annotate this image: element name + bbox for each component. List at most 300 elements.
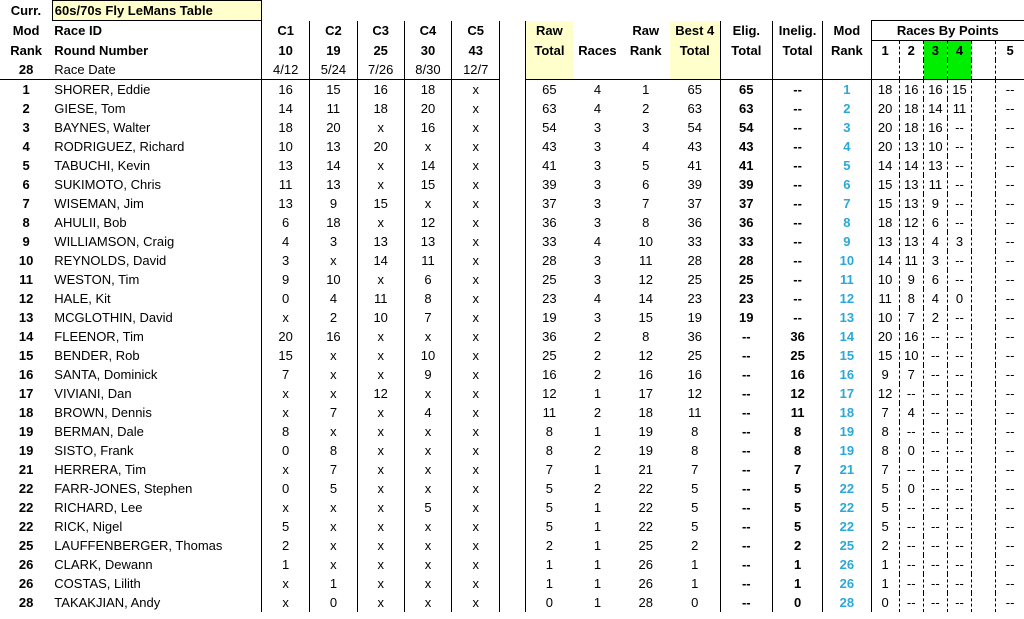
cell-15: 2 — [871, 536, 899, 555]
round-c5: 43 — [452, 41, 500, 61]
cell-12: -- — [720, 555, 772, 574]
cell-20: -- — [996, 232, 1024, 251]
cell-9: 3 — [593, 253, 602, 268]
cell-11: 8 — [691, 443, 699, 458]
cell-17: -- — [923, 536, 947, 555]
cell-16: -- — [899, 460, 923, 479]
cell-17: 11 — [923, 175, 947, 194]
cell-11: 19 — [687, 310, 702, 325]
spacer-cell — [972, 251, 996, 270]
cell-14: 7 — [823, 194, 871, 213]
cell-11: 1 — [691, 576, 699, 591]
cell-18: -- — [947, 479, 971, 498]
cell-15: 8 — [871, 422, 899, 441]
cell-6: x — [452, 422, 500, 441]
cell-15: 15 — [871, 175, 899, 194]
table-row — [0, 574, 1024, 593]
cell-16: -- — [899, 498, 923, 517]
cell-8: 0 — [525, 593, 573, 612]
cell-17: 2 — [923, 308, 947, 327]
cell-10: 22 — [638, 519, 653, 534]
cell-16: -- — [899, 422, 923, 441]
cell-8: 7 — [525, 460, 573, 479]
cell-4: x — [357, 403, 404, 422]
cell-9: 4 — [593, 291, 602, 306]
spacer-cell — [500, 213, 525, 232]
cell-6: x — [452, 118, 500, 137]
cell-11: 1 — [691, 557, 699, 572]
cell-12: 39 — [720, 175, 772, 194]
cell-6: x — [452, 574, 500, 593]
cell-17: -- — [923, 327, 947, 346]
cell-11: 54 — [687, 120, 702, 135]
cell-1: GIESE, Tom — [52, 99, 261, 118]
spacer-cell — [500, 99, 525, 118]
cell-4: x — [357, 422, 404, 441]
cell-20: -- — [996, 422, 1024, 441]
cell-4: 13 — [357, 232, 404, 251]
cell-13: 25 — [772, 346, 822, 365]
spacer-cell — [500, 270, 525, 289]
cell-20: -- — [996, 213, 1024, 232]
cell-0: 26 — [18, 557, 34, 572]
cell-0: 10 — [18, 253, 34, 268]
cell-8: 41 — [525, 156, 573, 175]
cell-16: 4 — [899, 403, 923, 422]
cell-11: 5 — [691, 500, 699, 515]
cell-3: x — [310, 555, 357, 574]
cell-14: 3 — [823, 118, 871, 137]
cell-8: 5 — [525, 498, 573, 517]
table-row — [0, 365, 1024, 384]
cell-3: 14 — [310, 156, 357, 175]
table-row — [0, 175, 1024, 194]
cell-5: x — [404, 441, 451, 460]
cell-5: 18 — [404, 80, 451, 100]
cell-16: 16 — [899, 80, 923, 100]
cell-4: 16 — [357, 80, 404, 100]
cell-3: 18 — [310, 213, 357, 232]
cell-12: 63 — [720, 99, 772, 118]
cell-12: -- — [720, 422, 772, 441]
cell-0: 7 — [22, 196, 30, 211]
cell-6: x — [452, 365, 500, 384]
cell-6: x — [452, 251, 500, 270]
cell-0: 6 — [22, 177, 30, 192]
cell-9: 2 — [593, 329, 602, 344]
cell-8: 8 — [525, 422, 573, 441]
cell-16: 13 — [899, 137, 923, 156]
cell-18: -- — [947, 327, 971, 346]
cell-8: 54 — [525, 118, 573, 137]
cell-13: 8 — [772, 422, 822, 441]
spacer-cell — [500, 365, 525, 384]
cell-18: -- — [947, 156, 971, 175]
spacer-cell — [972, 194, 996, 213]
cell-17: 4 — [923, 232, 947, 251]
cell-17: 16 — [923, 118, 947, 137]
cell-0: 5 — [22, 158, 30, 173]
cell-20: -- — [996, 536, 1024, 555]
cell-12: -- — [720, 327, 772, 346]
cell-14: 21 — [823, 460, 871, 479]
cell-15: 1 — [871, 555, 899, 574]
elig-subheader: Total — [720, 41, 772, 61]
cell-15: 7 — [871, 403, 899, 422]
round-c2: 19 — [310, 41, 357, 61]
table-row — [0, 213, 1024, 232]
cell-3: 13 — [310, 137, 357, 156]
cell-2: 0 — [262, 479, 310, 498]
cell-2: 9 — [262, 270, 310, 289]
cell-9: 3 — [593, 215, 602, 230]
cell-15: 5 — [871, 479, 899, 498]
spacer-cell — [500, 403, 525, 422]
cell-18: -- — [947, 403, 971, 422]
cell-1: WILLIAMSON, Craig — [52, 232, 261, 251]
cell-13: -- — [772, 251, 822, 270]
cell-20: -- — [996, 308, 1024, 327]
cell-9: 1 — [593, 500, 602, 515]
cell-15: 0 — [871, 593, 899, 612]
spacer-cell — [500, 289, 525, 308]
cell-5: 11 — [404, 251, 451, 270]
cell-5: 4 — [404, 403, 451, 422]
cell-0: 9 — [22, 234, 30, 249]
cell-17: 10 — [923, 137, 947, 156]
cell-4: x — [357, 213, 404, 232]
cell-11: 5 — [691, 519, 699, 534]
cell-3: 3 — [310, 232, 357, 251]
cell-12: -- — [720, 365, 772, 384]
spacer-cell — [972, 498, 996, 517]
cell-11: 37 — [687, 196, 702, 211]
cell-0: 28 — [18, 595, 34, 610]
cell-8: 39 — [525, 175, 573, 194]
cell-15: 5 — [871, 498, 899, 517]
cell-1: LAUFFENBERGER, Thomas — [52, 536, 261, 555]
cell-2: 0 — [262, 441, 310, 460]
cell-20: -- — [996, 403, 1024, 422]
cell-20: -- — [996, 460, 1024, 479]
cell-20: -- — [996, 270, 1024, 289]
cell-12: 41 — [720, 156, 772, 175]
cell-1: AHULII, Bob — [52, 213, 261, 232]
cell-16: -- — [899, 574, 923, 593]
cell-5: x — [404, 327, 451, 346]
cell-9: 1 — [593, 538, 602, 553]
cell-11: 39 — [687, 177, 702, 192]
cell-0: 22 — [18, 519, 34, 534]
cell-18: 15 — [947, 80, 971, 100]
cell-0: 3 — [22, 120, 30, 135]
spacer-cell — [972, 460, 996, 479]
cell-6: x — [452, 175, 500, 194]
cell-9: 3 — [593, 120, 602, 135]
spacer-cell — [972, 156, 996, 175]
cell-10: 6 — [642, 177, 650, 192]
cell-15: 20 — [871, 118, 899, 137]
cell-0: 25 — [18, 538, 34, 553]
cell-16: 13 — [899, 175, 923, 194]
cell-0: 14 — [18, 329, 34, 344]
cell-12: -- — [720, 479, 772, 498]
cell-10: 19 — [638, 443, 653, 458]
cell-11: 12 — [687, 386, 702, 401]
elig-header: Elig. — [720, 21, 772, 41]
cell-9: 2 — [593, 405, 602, 420]
cell-1: SANTA, Dominick — [52, 365, 261, 384]
inelig-subheader: Total — [772, 41, 822, 61]
spacer-cell — [972, 232, 996, 251]
cell-5: x — [404, 384, 451, 403]
mod-rank-subheader: Rank — [823, 41, 871, 61]
spacer-cell — [500, 251, 525, 270]
cell-12: -- — [720, 441, 772, 460]
spacer-cell — [500, 175, 525, 194]
spacer-cell — [972, 403, 996, 422]
cell-12: 23 — [720, 289, 772, 308]
cell-8: 37 — [525, 194, 573, 213]
cell-10: 17 — [638, 386, 653, 401]
cell-17: 3 — [923, 251, 947, 270]
cell-14: 25 — [823, 536, 871, 555]
cell-1: HALE, Kit — [52, 289, 261, 308]
spacer-cell — [500, 460, 525, 479]
cell-6: x — [452, 137, 500, 156]
date-c2: 5/24 — [310, 60, 357, 80]
race-date-label: Race Date — [52, 60, 261, 80]
cell-13: -- — [772, 289, 822, 308]
cell-5: 12 — [404, 213, 451, 232]
table-title: 60s/70s Fly LeMans Table — [52, 1, 261, 21]
cell-14: 22 — [823, 517, 871, 536]
cell-1: WISEMAN, Jim — [52, 194, 261, 213]
spacer-cell — [972, 574, 996, 593]
cell-14: 18 — [823, 403, 871, 422]
spacer-cell — [972, 270, 996, 289]
cell-2: 7 — [262, 365, 310, 384]
cell-6: x — [452, 270, 500, 289]
races-header: Races — [578, 42, 617, 58]
table-row — [0, 498, 1024, 517]
cell-16: -- — [899, 593, 923, 612]
cell-6: x — [452, 517, 500, 536]
cell-2: x — [262, 593, 310, 612]
cell-2: 1 — [262, 555, 310, 574]
cell-12: -- — [720, 593, 772, 612]
cell-12: 54 — [720, 118, 772, 137]
cell-8: 43 — [525, 137, 573, 156]
raw-total-subheader: Total — [525, 41, 573, 61]
cell-10: 19 — [638, 424, 653, 439]
cell-13: -- — [772, 80, 822, 100]
cell-18: -- — [947, 555, 971, 574]
cell-4: 20 — [357, 137, 404, 156]
cell-14: 1 — [823, 80, 871, 100]
cell-12: 43 — [720, 137, 772, 156]
cell-9: 1 — [593, 595, 602, 610]
cell-4: 12 — [357, 384, 404, 403]
cell-10: 18 — [638, 405, 653, 420]
cell-13: -- — [772, 175, 822, 194]
cell-13: -- — [772, 156, 822, 175]
cell-2: x — [262, 574, 310, 593]
cell-13: 16 — [772, 365, 822, 384]
cell-18: 11 — [947, 99, 971, 118]
cell-13: -- — [772, 137, 822, 156]
cell-10: 26 — [638, 576, 653, 591]
cell-8: 1 — [525, 574, 573, 593]
cell-17: 9 — [923, 194, 947, 213]
cell-3: x — [310, 422, 357, 441]
cell-16: -- — [899, 555, 923, 574]
spacer-cell — [972, 137, 996, 156]
cell-14: 9 — [823, 232, 871, 251]
cell-5: 16 — [404, 118, 451, 137]
cell-17: -- — [923, 365, 947, 384]
cell-3: x — [310, 384, 357, 403]
cell-1: BAYNES, Walter — [52, 118, 261, 137]
cell-2: 6 — [262, 213, 310, 232]
cell-5: x — [404, 593, 451, 612]
cell-18: -- — [947, 118, 971, 137]
cell-9: 4 — [593, 82, 602, 97]
cell-15: 18 — [871, 213, 899, 232]
cell-10: 10 — [638, 234, 653, 249]
cell-8: 19 — [525, 308, 573, 327]
cell-5: 9 — [404, 365, 451, 384]
cell-16: 7 — [899, 365, 923, 384]
cell-17: -- — [923, 346, 947, 365]
cell-9: 3 — [593, 139, 602, 154]
cell-14: 2 — [823, 99, 871, 118]
cell-15: 20 — [871, 137, 899, 156]
cell-6: x — [452, 384, 500, 403]
cell-3: 5 — [310, 479, 357, 498]
cell-8: 23 — [525, 289, 573, 308]
cell-11: 28 — [687, 253, 702, 268]
cell-16: 13 — [899, 194, 923, 213]
table-row — [0, 384, 1024, 403]
pts-5: 5 — [996, 41, 1024, 61]
cell-16: 11 — [899, 251, 923, 270]
cell-10: 8 — [642, 215, 650, 230]
cell-20: -- — [996, 574, 1024, 593]
spacer-cell — [500, 498, 525, 517]
cell-13: -- — [772, 213, 822, 232]
cell-17: -- — [923, 384, 947, 403]
cell-12: 65 — [720, 80, 772, 100]
cell-3: 1 — [310, 574, 357, 593]
cell-10: 15 — [638, 310, 653, 325]
cell-14: 11 — [823, 270, 871, 289]
cell-0: 17 — [18, 386, 34, 401]
cell-6: x — [452, 555, 500, 574]
cell-8: 11 — [525, 403, 573, 422]
cell-9: 2 — [593, 443, 602, 458]
cell-20: -- — [996, 517, 1024, 536]
cell-8: 5 — [525, 479, 573, 498]
cell-14: 26 — [823, 574, 871, 593]
cell-4: x — [357, 175, 404, 194]
cell-13: 1 — [772, 574, 822, 593]
cell-2: 8 — [262, 422, 310, 441]
cell-1: CLARK, Dewann — [52, 555, 261, 574]
cell-2: x — [262, 460, 310, 479]
cell-13: 1 — [772, 555, 822, 574]
cell-18: -- — [947, 422, 971, 441]
spacer-cell — [972, 118, 996, 137]
cell-6: x — [452, 403, 500, 422]
cell-0: 1 — [22, 82, 30, 97]
table-row — [0, 80, 1024, 100]
raw-total-header: Raw — [525, 21, 573, 41]
cell-3: 15 — [310, 80, 357, 100]
cell-5: x — [404, 536, 451, 555]
cell-4: x — [357, 270, 404, 289]
cell-13: 5 — [772, 479, 822, 498]
cell-17: 6 — [923, 213, 947, 232]
cell-17: -- — [923, 403, 947, 422]
table-row — [0, 460, 1024, 479]
cell-14: 28 — [823, 593, 871, 612]
cell-18: -- — [947, 194, 971, 213]
cell-11: 23 — [687, 291, 702, 306]
cell-18: -- — [947, 213, 971, 232]
cell-14: 16 — [823, 365, 871, 384]
cell-14: 17 — [823, 384, 871, 403]
table-row — [0, 137, 1024, 156]
cell-16: 0 — [899, 441, 923, 460]
cell-17: -- — [923, 593, 947, 612]
cell-18: -- — [947, 384, 971, 403]
spacer-cell — [972, 346, 996, 365]
cell-2: 4 — [262, 232, 310, 251]
spacer-cell — [500, 422, 525, 441]
cell-6: x — [452, 441, 500, 460]
cell-9: 1 — [593, 462, 602, 477]
spacer-cell — [972, 327, 996, 346]
cell-10: 16 — [638, 367, 653, 382]
cell-2: 0 — [262, 289, 310, 308]
cell-10: 5 — [642, 158, 650, 173]
cell-3: x — [310, 536, 357, 555]
table-row — [0, 118, 1024, 137]
cell-11: 36 — [687, 329, 702, 344]
table-row — [0, 422, 1024, 441]
cell-12: 19 — [720, 308, 772, 327]
pts-2: 2 — [899, 41, 923, 61]
race-id-label: Race ID — [52, 21, 261, 41]
cell-18: -- — [947, 593, 971, 612]
spacer-cell — [500, 593, 525, 612]
cell-3: 10 — [310, 270, 357, 289]
cell-20: -- — [996, 194, 1024, 213]
cell-4: x — [357, 555, 404, 574]
table-row — [0, 232, 1024, 251]
table-row — [0, 346, 1024, 365]
cell-10: 22 — [638, 481, 653, 496]
spacer-cell — [500, 574, 525, 593]
spacer-cell — [972, 536, 996, 555]
cell-8: 12 — [525, 384, 573, 403]
cell-5: 20 — [404, 99, 451, 118]
cell-18: -- — [947, 251, 971, 270]
table-row — [0, 479, 1024, 498]
table-row — [0, 99, 1024, 118]
cell-10: 25 — [638, 538, 653, 553]
